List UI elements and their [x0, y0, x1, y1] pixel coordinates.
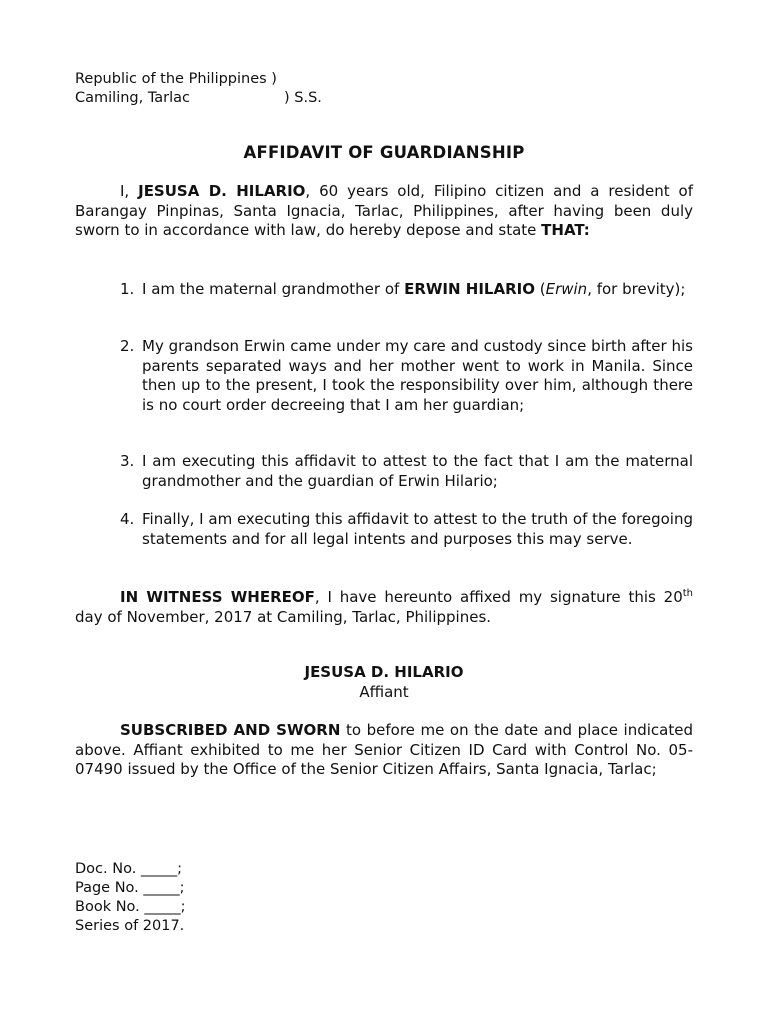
witness-paragraph: [75, 588, 693, 627]
item-italic: Erwin: [545, 280, 588, 298]
item-number: 3.: [120, 452, 135, 470]
ordinal-suffix: th: [682, 588, 693, 599]
document-title: AFFIDAVIT OF GUARDIANSHIP: [243, 143, 525, 162]
item-text: My grandson Erwin came under my care and custody since birth after his parents separated ways and her mother went to work in Manila. Since then up to the present, I took the responsibility over him, although there is no court order decreeing that I am her guardian;: [142, 337, 693, 414]
series-year: Series of 2017.: [75, 918, 185, 934]
item-text: I am the maternal grandmother of: [142, 280, 405, 298]
statement-item-2: [120, 337, 693, 415]
statement-item-4: [120, 510, 693, 549]
statement-list: [120, 510, 693, 549]
venue-line-1: Republic of the Philippines ): [75, 71, 277, 87]
statement-list: [120, 280, 693, 300]
intro-text-2: , 60 years old, Filipino citizen and a resident of Barangay Pinpinas, Santa Ignacia, Tarlac, Philippines, after having been duly sworn to in accordance with law, do hereby depose and state: [75, 182, 693, 239]
witness-heading: IN WITNESS WHEREOF: [120, 588, 315, 606]
item-number: 2.: [120, 337, 135, 355]
grandchild-name: ERWIN HILARIO: [404, 280, 535, 298]
book-number: Book No. _____;: [75, 899, 186, 915]
venue-place: Camiling, Tarlac: [75, 90, 191, 106]
jurat-heading: SUBSCRIBED AND SWORN: [120, 721, 341, 739]
affiant-signature-block: [0, 662, 768, 702]
venue-block: [75, 70, 322, 108]
item-text: (: [534, 280, 546, 298]
affiant-name-inline: JESUSA D. HILARIO: [138, 182, 306, 200]
intro-that: THAT:: [541, 221, 590, 239]
intro-text-1: I,: [120, 182, 139, 200]
item-number: 1.: [120, 280, 135, 298]
page-number: Page No. _____;: [75, 880, 185, 896]
item-text: , for brevity);: [587, 280, 686, 298]
statement-item-3: [120, 452, 693, 491]
witness-text-1: , I have hereunto affixed my signature this 20: [314, 588, 683, 606]
item-text: I am executing this affidavit to attest to the fact that I am the maternal grandmother and the guardian of Erwin Hilario;: [142, 452, 693, 490]
notarial-register: [75, 860, 186, 936]
affiant-name: JESUSA D. HILARIO: [304, 663, 464, 681]
venue-line-2: [75, 89, 322, 108]
affiant-role: Affiant: [359, 683, 409, 701]
jurat-text: to before me on the date and place indicated above. Affiant exhibited to me her Senior Citizen ID Card with Control No. 05-07490 issued by the Office of the Senior Citizen Affairs, Santa Ignacia, Tarlac;: [75, 721, 693, 778]
statement-item-1: [120, 280, 693, 300]
item-number: 4.: [120, 510, 135, 528]
statement-list: [120, 452, 693, 491]
doc-number: Doc. No. _____;: [75, 861, 183, 877]
item-text: Finally, I am executing this affidavit to attest to the truth of the foregoing statements and for all legal intents and purposes this may serve.: [142, 510, 693, 548]
jurat-paragraph: [75, 721, 693, 780]
intro-paragraph: [75, 182, 693, 241]
witness-text-2: day of November, 2017 at Camiling, Tarlac, Philippines.: [75, 607, 492, 626]
venue-ss: ) S.S.: [284, 90, 322, 106]
statement-list: [120, 337, 693, 415]
